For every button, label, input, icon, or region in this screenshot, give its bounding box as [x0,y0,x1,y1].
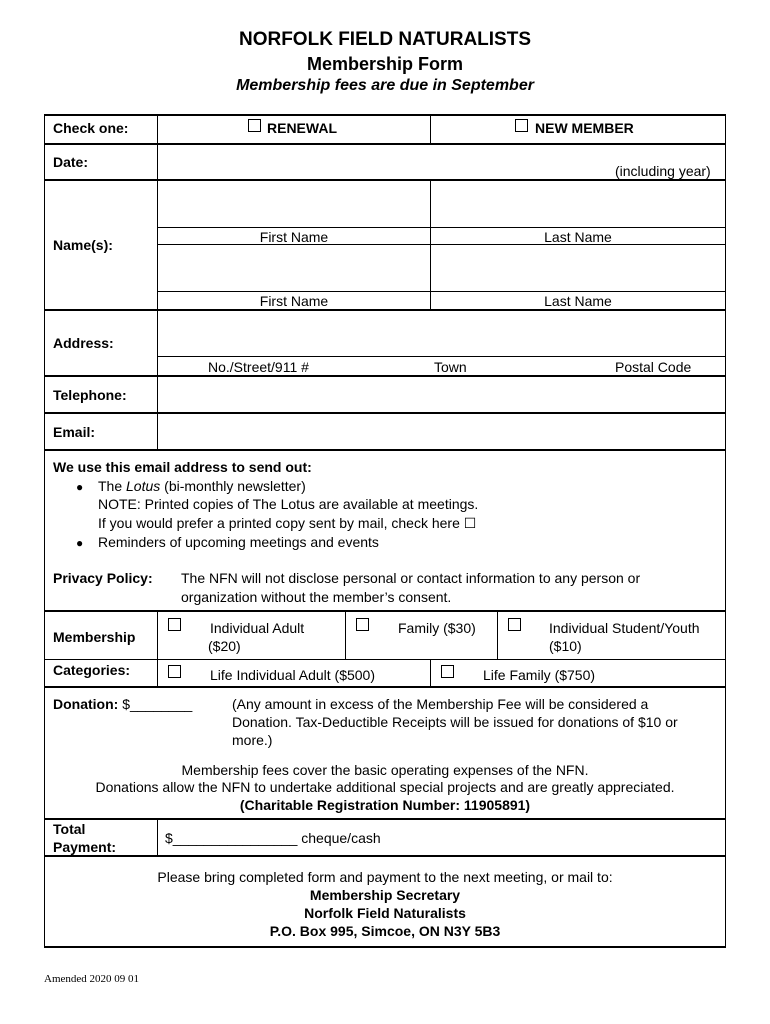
first-name-caption-1: First Name [259,229,329,245]
address-label: Address: [53,335,114,351]
donation-text-1: (Any amount in excess of the Membership Fee will be considered a [232,696,649,712]
first-name-field-1[interactable] [158,181,430,227]
amended-date: Amended 2020 09 01 [44,973,140,985]
individual-adult-price: ($20) [208,638,241,654]
street-caption: No./Street/911 # [208,359,309,375]
life-family-checkbox[interactable] [441,665,454,678]
email-label: Email: [53,424,96,440]
email-field[interactable] [158,414,725,449]
student-youth-price: ($10) [549,638,582,654]
donation-text-2: Donation. Tax-Deductible Receipts will be issued for donations of $10 or [232,714,678,730]
membership-label: Membership [53,629,136,645]
donation-text-3: more.) [232,732,273,748]
new-member-label: NEW MEMBER [535,120,634,136]
payment-label: Payment: [53,839,117,855]
donation-field[interactable]: Donation: $________ [53,696,193,712]
student-youth-label: Individual Student/Youth [549,620,700,636]
first-name-caption-2: First Name [259,293,329,309]
mail-instructions: Please bring completed form and payment to the next meeting, or mail to: [157,869,613,885]
email-use-heading: We use this email address to send out: [53,459,312,475]
family-checkbox[interactable] [356,618,369,631]
date-label: Date: [53,154,89,170]
last-name-field-1[interactable] [431,181,725,227]
privacy-label: Privacy Policy: [53,570,153,586]
life-family-label: Life Family ($750) [483,667,596,683]
postal-caption: Postal Code [615,359,692,375]
individual-adult-label: Individual Adult [210,620,305,636]
student-youth-checkbox[interactable] [508,618,521,631]
charitable-number: (Charitable Registration Number: 11905891) [239,797,531,813]
mail-copy-option[interactable]: If you would prefer a printed copy sent by mail, check here ☐ [98,515,477,531]
renewal-checkbox[interactable] [248,119,261,132]
family-label: Family ($30) [398,620,476,636]
last-name-caption-1: Last Name [544,229,612,245]
org-title: NORFOLK FIELD NATURALISTS [238,29,531,50]
renewal-label: RENEWAL [267,120,337,136]
privacy-line-1: The NFN will not disclose personal or contact information to any person or [181,570,641,586]
mail-recipient: Membership Secretary [309,887,461,903]
categories-label: Categories: [53,662,131,678]
reminders-bullet: Reminders of upcoming meetings and events [98,534,379,550]
total-payment-field[interactable]: $________________ cheque/cash [165,830,381,846]
privacy-line-2: organization without the member’s consent. [181,589,452,605]
last-name-field-2[interactable] [431,245,725,291]
newsletter-bullet: The Lotus (bi-monthly newsletter) [98,478,306,494]
fees-cover-note: Membership fees cover the basic operating expenses of the NFN. [181,762,589,778]
printed-copies-note: NOTE: Printed copies of The Lotus are available at meetings. [98,496,479,512]
bullet-icon: ● [76,480,84,494]
date-hint: (including year) [615,163,711,179]
telephone-label: Telephone: [53,387,127,403]
address-field[interactable] [158,311,725,356]
telephone-field[interactable] [158,377,725,412]
individual-adult-checkbox[interactable] [168,618,181,631]
life-individual-checkbox[interactable] [168,665,181,678]
last-name-caption-2: Last Name [544,293,612,309]
first-name-field-2[interactable] [158,245,430,291]
donations-note: Donations allow the NFN to undertake additional special projects and are greatly appreciated. [95,779,675,795]
check-one-label: Check one: [53,120,129,136]
names-label: Name(s): [53,237,113,253]
fee-note: Membership fees are due in September [236,77,534,94]
mail-organization: Norfolk Field Naturalists [304,905,466,921]
new-member-checkbox[interactable] [515,119,528,132]
town-caption: Town [434,359,467,375]
mail-address: P.O. Box 995, Simcoe, ON N3Y 5B3 [269,923,501,939]
form-title: Membership Form [306,54,464,74]
bullet-icon: ● [76,536,84,550]
total-label: Total [53,821,86,837]
life-individual-label: Life Individual Adult ($500) [210,667,375,683]
